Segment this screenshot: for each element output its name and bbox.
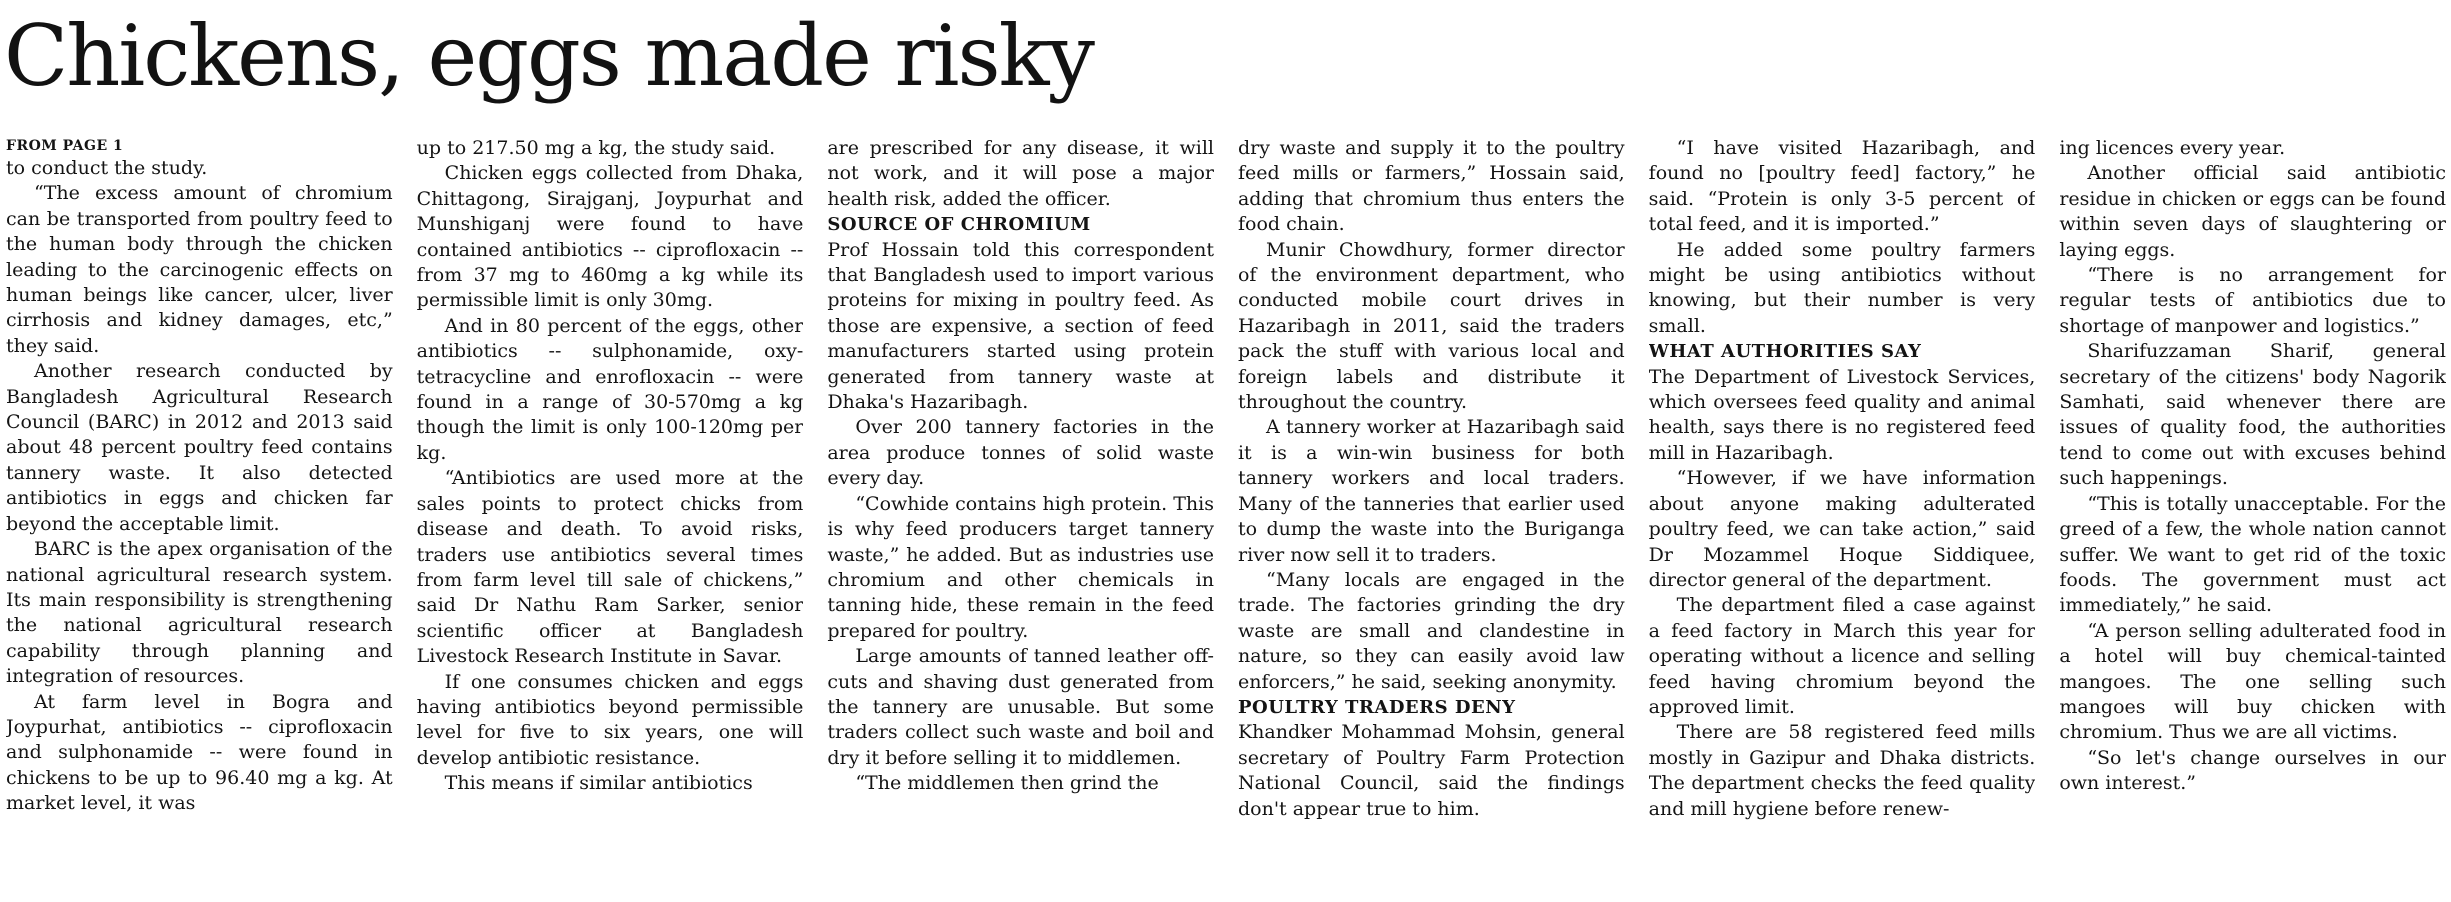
section-subhead: SOURCE OF CHROMIUM	[827, 214, 1091, 236]
body-paragraph: Khandker Mohammad Mohsin, general secretary of Poultry Farm Protection National Council, said the findings don't appear true to him.	[1237, 721, 1625, 820]
column-1	[6, 136, 393, 898]
body-paragraph: The Department of Livestock Services, which oversees feed quality and animal health, says there is no registered feed mill in Hazaribagh.	[1648, 365, 2036, 464]
headline: Chickens, eggs made risky	[4, 7, 1093, 105]
body-paragraph: This means if similar antibiotics	[444, 772, 753, 795]
body-paragraph: At farm level in Bogra and Joypurhat, antibiotics -- ciprofloxacin and sulphonamide -- were found in chickens to be up to 96.40 mg a kg. At market level, it was	[6, 690, 393, 815]
article-body	[6, 136, 2446, 898]
column-4	[1238, 136, 1625, 898]
body-paragraph: Munir Chowdhury, former director of the environment department, who conducted mobile court drives in Hazaribagh in 2011, said the traders pack the stuff with various local and foreign labels and distribute it throughout the country.	[1237, 238, 1625, 414]
body-paragraph: If one consumes chicken and eggs having antibiotics beyond permissible level for five to six years, one will develop antibiotic resistance.	[416, 670, 804, 769]
body-paragraph: There are 58 registered feed mills mostly in Gazipur and Dhaka districts. The department checks the feed quality and mill hygiene before renew-	[1648, 721, 2036, 820]
body-paragraph: are prescribed for any disease, it will not work, and it will pose a major health risk, added the officer.	[827, 137, 1214, 210]
body-paragraph: “This is totally unacceptable. For the greed of a few, the whole nation cannot suffer. We want to get rid of the toxic foods. The government must act immediately,” he said.	[2059, 492, 2446, 617]
body-paragraph: “The middlemen then grind the	[855, 772, 1159, 795]
column-3	[827, 136, 1214, 898]
body-paragraph: “Antibiotics are used more at the sales points to protect chicks from disease and death. To avoid risks, traders use antibiotics several times from farm level till sale of chickens,” said Dr Nathu Ram Sarker, senior scientific officer at Bangladesh Livestock Research Institute in Savar.	[416, 467, 804, 668]
body-paragraph: “There is no arrangement for regular tests of antibiotics due to shortage of manpower and logistics.”	[2059, 264, 2446, 337]
column-6	[2059, 136, 2446, 898]
body-paragraph: to conduct the study.	[6, 157, 208, 179]
body-paragraph: Over 200 tannery factories in the area produce tonnes of solid waste every day.	[827, 416, 1214, 490]
body-paragraph: The department filed a case against a feed factory in March this year for operating without a licence and selling feed having chromium beyond the approved limit.	[1648, 594, 2036, 718]
column-5	[1649, 136, 2036, 898]
body-paragraph: up to 217.50 mg a kg, the study said.	[416, 137, 776, 159]
body-paragraph: Large amounts of tanned leather off-cuts and shaving dust generated from the tannery are unusable. But some traders collect such waste and boil and dry it before selling it to middlemen.	[827, 645, 1214, 769]
body-paragraph: BARC is the apex organisation of the national agricultural research system. Its main responsibility is strengthening the national agricultural research capability through planning and integration of resources.	[6, 538, 393, 688]
body-paragraph: “Many locals are engaged in the trade. The factories grinding the dry waste are small and clandestine in nature, so they can easily avoid law enforcers,” he said, seeking anonymity.	[1237, 568, 1625, 693]
body-paragraph: “The excess amount of chromium can be transported from poultry feed to the human body through the chicken leading to the carcinogenic effects on human beings like cancer, ulcer, liver cirrhosis and kidney damages, etc,” they said.	[6, 182, 393, 357]
body-paragraph: “A person selling adulterated food in a hotel will buy chemical-tainted mangoes. The one selling such mangoes will buy chicken with chromium. Thus we are all victims.	[2059, 619, 2446, 744]
kicker-from-page: FROM PAGE 1	[6, 138, 124, 154]
body-paragraph: “So let's change ourselves in our own interest.”	[2059, 746, 2446, 795]
body-paragraph: Prof Hossain told this correspondent that Bangladesh used to import various proteins for mixing in poultry feed. As those are expensive, a section of feed manufacturers started using protein generated from tannery waste at Dhaka's Hazaribagh.	[827, 238, 1214, 414]
body-paragraph: And in 80 percent of the eggs, other antibiotics -- sulphonamide, oxy-tetracycline and enrofloxacin -- were found in a range of 30-570mg a kg though the limit is only 100-120mg per kg.	[416, 314, 804, 464]
body-paragraph: Another research conducted by Bangladesh Agricultural Research Council (BARC) in 2012 and 2013 said about 48 percent poultry feed contains tannery waste. It also detected antibiotics in eggs and chicken far beyond the acceptable limit.	[6, 360, 393, 535]
body-paragraph: “Cowhide contains high protein. This is why feed producers target tannery waste,” he added. But as industries use chromium and other chemicals in tanning hide, these remain in the feed prepared for poultry.	[827, 492, 1214, 642]
body-paragraph: Chicken eggs collected from Dhaka, Chittagong, Sirajganj, Joypurhat and Munshiganj were found to have contained antibiotics -- ciprofloxacin -- from 37 mg to 460mg a kg while its permissible limit is only 30mg.	[416, 162, 804, 312]
body-paragraph: “I have visited Hazaribagh, and found no [poultry feed] factory,” he said. “Protein is only 3-5 percent of total feed, and it is imported.”	[1648, 137, 2036, 236]
body-paragraph: Another official said antibiotic residue in chicken or eggs can be found within seven days of slaughtering or laying eggs.	[2059, 162, 2446, 261]
body-paragraph: “However, if we have information about anyone making adulterated poultry feed, we can take action,” said Dr Mozammel Hoque Siddiquee, director general of the department.	[1648, 467, 2036, 591]
body-paragraph: dry waste and supply it to the poultry feed mills or farmers,” Hossain said, adding that chromium thus enters the food chain.	[1237, 137, 1625, 236]
body-paragraph: ing licences every year.	[2059, 137, 2286, 159]
column-2	[417, 136, 804, 898]
body-paragraph: Sharifuzzaman Sharif, general secretary of the citizens' body Nagorik Samhati, said whenever there are issues of quality food, the authorities tend to come out with excuses behind such happenings.	[2059, 340, 2446, 490]
section-subhead: POULTRY TRADERS DENY	[1237, 696, 1516, 718]
body-paragraph: A tannery worker at Hazaribagh said it is a win-win business for both tannery workers and local traders. Many of the tanneries that earlier used to dump the waste into the Buriganga river now sell it to traders.	[1237, 416, 1625, 566]
body-paragraph: He added some poultry farmers might be using antibiotics without knowing, but their number is very small.	[1648, 238, 2036, 337]
section-subhead: WHAT AUTHORITIES SAY	[1648, 341, 1922, 363]
